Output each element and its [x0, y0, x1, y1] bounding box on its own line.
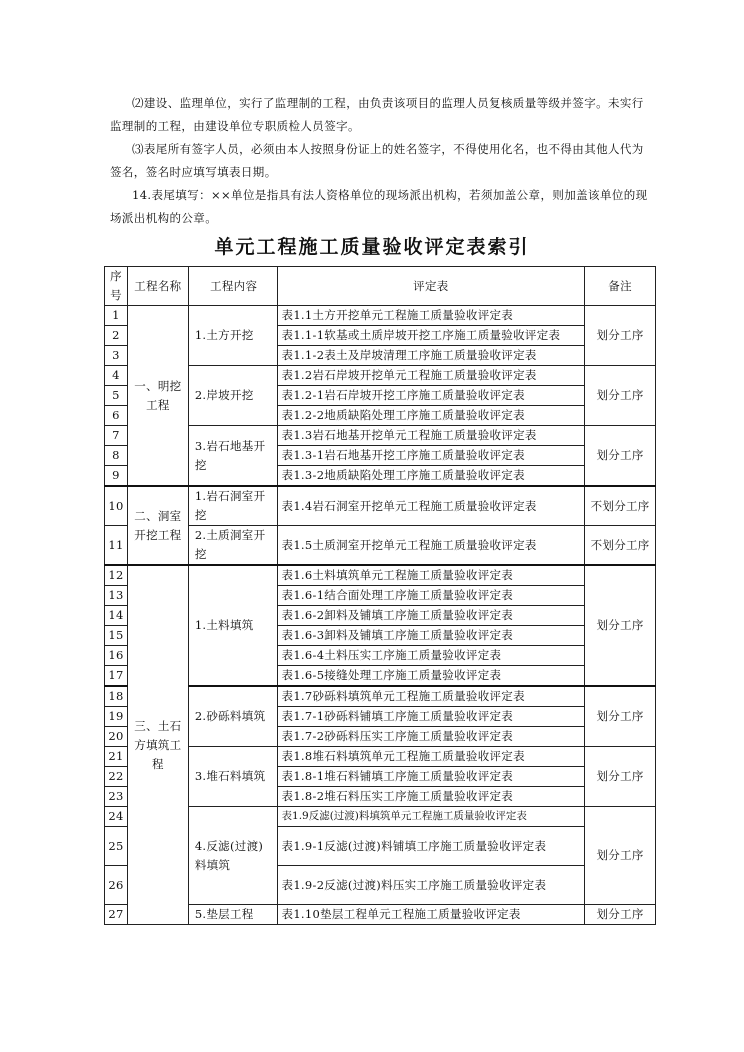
paragraph-3-sign: ⑶表尾所有签字人员，必须由本人按照身份证上的姓名签字，不得使用化名，也不得由其他人代为签名，签名时应填写填表日期。	[110, 142, 644, 179]
form-name: 表1.5土质洞室开挖单元工程施工质量验收评定表	[277, 526, 585, 566]
row-sn: 11	[105, 526, 128, 566]
note: 划分工序	[585, 747, 656, 807]
form-name: 表1.8-1堆石料铺填工序施工质量验收评定表	[277, 767, 585, 787]
row-sn: 1	[105, 306, 128, 326]
form-name: 表1.8堆石料填筑单元工程施工质量验收评定表	[277, 747, 585, 767]
form-name: 表1.2-2地质缺陷处理工序施工质量验收评定表	[277, 406, 585, 426]
form-name: 表1.6-1结合面处理工序施工质量验收评定表	[277, 586, 585, 606]
form-name: 表1.4岩石洞室开挖单元工程施工质量验收评定表	[277, 486, 585, 526]
table-title: 单元工程施工质量验收评定表索引	[214, 236, 530, 258]
item-name: 1.土方开挖	[188, 306, 277, 366]
row-sn: 10	[105, 486, 128, 526]
row-sn: 15	[105, 626, 128, 646]
group-name: 一、明挖工程	[127, 306, 188, 487]
item-name: 1.岩石洞室开挖	[188, 486, 277, 526]
row-sn: 4	[105, 366, 128, 386]
note: 划分工序	[585, 366, 656, 426]
row-sn: 20	[105, 727, 128, 747]
form-name: 表1.2-1岩石岸坡开挖工序施工质量验收评定表	[277, 386, 585, 406]
row-sn: 23	[105, 787, 128, 807]
row-sn: 6	[105, 406, 128, 426]
item-name: 1.土料填筑	[188, 565, 277, 686]
header-form: 评定表	[277, 267, 585, 306]
form-name: 表1.6-3卸料及铺填工序施工质量验收评定表	[277, 626, 585, 646]
form-name: 表1.6-5接缝处理工序施工质量验收评定表	[277, 666, 585, 687]
note: 划分工序	[585, 905, 656, 925]
row-sn: 18	[105, 686, 128, 707]
row-sn: 26	[105, 866, 128, 905]
row-sn: 3	[105, 346, 128, 366]
paragraph-14-footer: 14.表尾填写：××单位是指具有法人资格单位的现场派出机构，若须加盖公章，则加盖该单位的现场派出机构的公章。	[110, 188, 648, 225]
form-name: 表1.1-2表土及岸坡清理工序施工质量验收评定表	[277, 346, 585, 366]
table-header-row	[105, 267, 656, 306]
row-sn: 14	[105, 606, 128, 626]
form-name: 表1.8-2堆石料压实工序施工质量验收评定表	[277, 787, 585, 807]
item-name: 3.岩石地基开挖	[188, 426, 277, 487]
table-row	[105, 565, 656, 586]
form-name: 表1.1-1软基或土质岸坡开挖工序施工质量验收评定表	[277, 326, 585, 346]
header-item: 工程内容	[188, 267, 277, 306]
paragraph-2-sign: ⑵建设、监理单位，实行了监理制的工程，由负责该项目的监理人员复核质量等级并签字。未实行监理制的工程，由建设单位专职质检人员签字。	[110, 96, 644, 133]
note: 不划分工序	[585, 526, 656, 566]
row-sn: 21	[105, 747, 128, 767]
note: 划分工序	[585, 686, 656, 747]
form-name: 表1.9-1反滤(过渡)料铺填工序施工质量验收评定表	[277, 827, 585, 866]
item-name: 2.岸坡开挖	[188, 366, 277, 426]
form-name: 表1.3-2地质缺陷处理工序施工质量验收评定表	[277, 466, 585, 487]
row-sn: 7	[105, 426, 128, 446]
item-name: 4.反滤(过渡)料填筑	[188, 807, 277, 905]
note: 不划分工序	[585, 486, 656, 526]
group-name: 三、土石方填筑工程	[127, 565, 188, 925]
table-row	[105, 486, 656, 526]
row-sn: 22	[105, 767, 128, 787]
row-sn: 16	[105, 646, 128, 666]
form-name: 表1.2岩石岸坡开挖单元工程施工质量验收评定表	[277, 366, 585, 386]
group-name: 二、洞室开挖工程	[127, 486, 188, 565]
table-row	[105, 306, 656, 326]
row-sn: 19	[105, 707, 128, 727]
form-name: 表1.9-2反滤(过渡)料压实工序施工质量验收评定表	[277, 866, 585, 905]
row-sn: 25	[105, 827, 128, 866]
note: 划分工序	[585, 807, 656, 905]
header-sn: 序号	[105, 267, 128, 306]
row-sn: 8	[105, 446, 128, 466]
form-name: 表1.9反滤(过渡)料填筑单元工程施工质量验收评定表	[277, 807, 585, 827]
row-sn: 17	[105, 666, 128, 687]
note: 划分工序	[585, 565, 656, 686]
header-group: 工程名称	[127, 267, 188, 306]
row-sn: 27	[105, 905, 128, 925]
form-name: 表1.6-4土料压实工序施工质量验收评定表	[277, 646, 585, 666]
form-name: 表1.3岩石地基开挖单元工程施工质量验收评定表	[277, 426, 585, 446]
form-name: 表1.1土方开挖单元工程施工质量验收评定表	[277, 306, 585, 326]
form-name: 表1.7砂砾料填筑单元工程施工质量验收评定表	[277, 686, 585, 707]
item-name: 3.堆石料填筑	[188, 747, 277, 807]
row-sn: 2	[105, 326, 128, 346]
form-name: 表1.6-2卸料及铺填工序施工质量验收评定表	[277, 606, 585, 626]
item-name: 2.土质洞室开挖	[188, 526, 277, 566]
row-sn: 5	[105, 386, 128, 406]
index-table	[104, 266, 656, 925]
item-name: 2.砂砾料填筑	[188, 686, 277, 747]
row-sn: 13	[105, 586, 128, 606]
row-sn: 12	[105, 565, 128, 586]
row-sn: 9	[105, 466, 128, 487]
form-name: 表1.7-1砂砾料铺填工序施工质量验收评定表	[277, 707, 585, 727]
item-name: 5.垫层工程	[188, 905, 277, 925]
row-sn: 24	[105, 807, 128, 827]
note: 划分工序	[585, 306, 656, 366]
form-name: 表1.6土料填筑单元工程施工质量验收评定表	[277, 565, 585, 586]
form-name: 表1.10垫层工程单元工程施工质量验收评定表	[277, 905, 585, 925]
header-note: 备注	[585, 267, 656, 306]
form-name: 表1.7-2砂砾料压实工序施工质量验收评定表	[277, 727, 585, 747]
form-name: 表1.3-1岩石地基开挖工序施工质量验收评定表	[277, 446, 585, 466]
note: 划分工序	[585, 426, 656, 487]
